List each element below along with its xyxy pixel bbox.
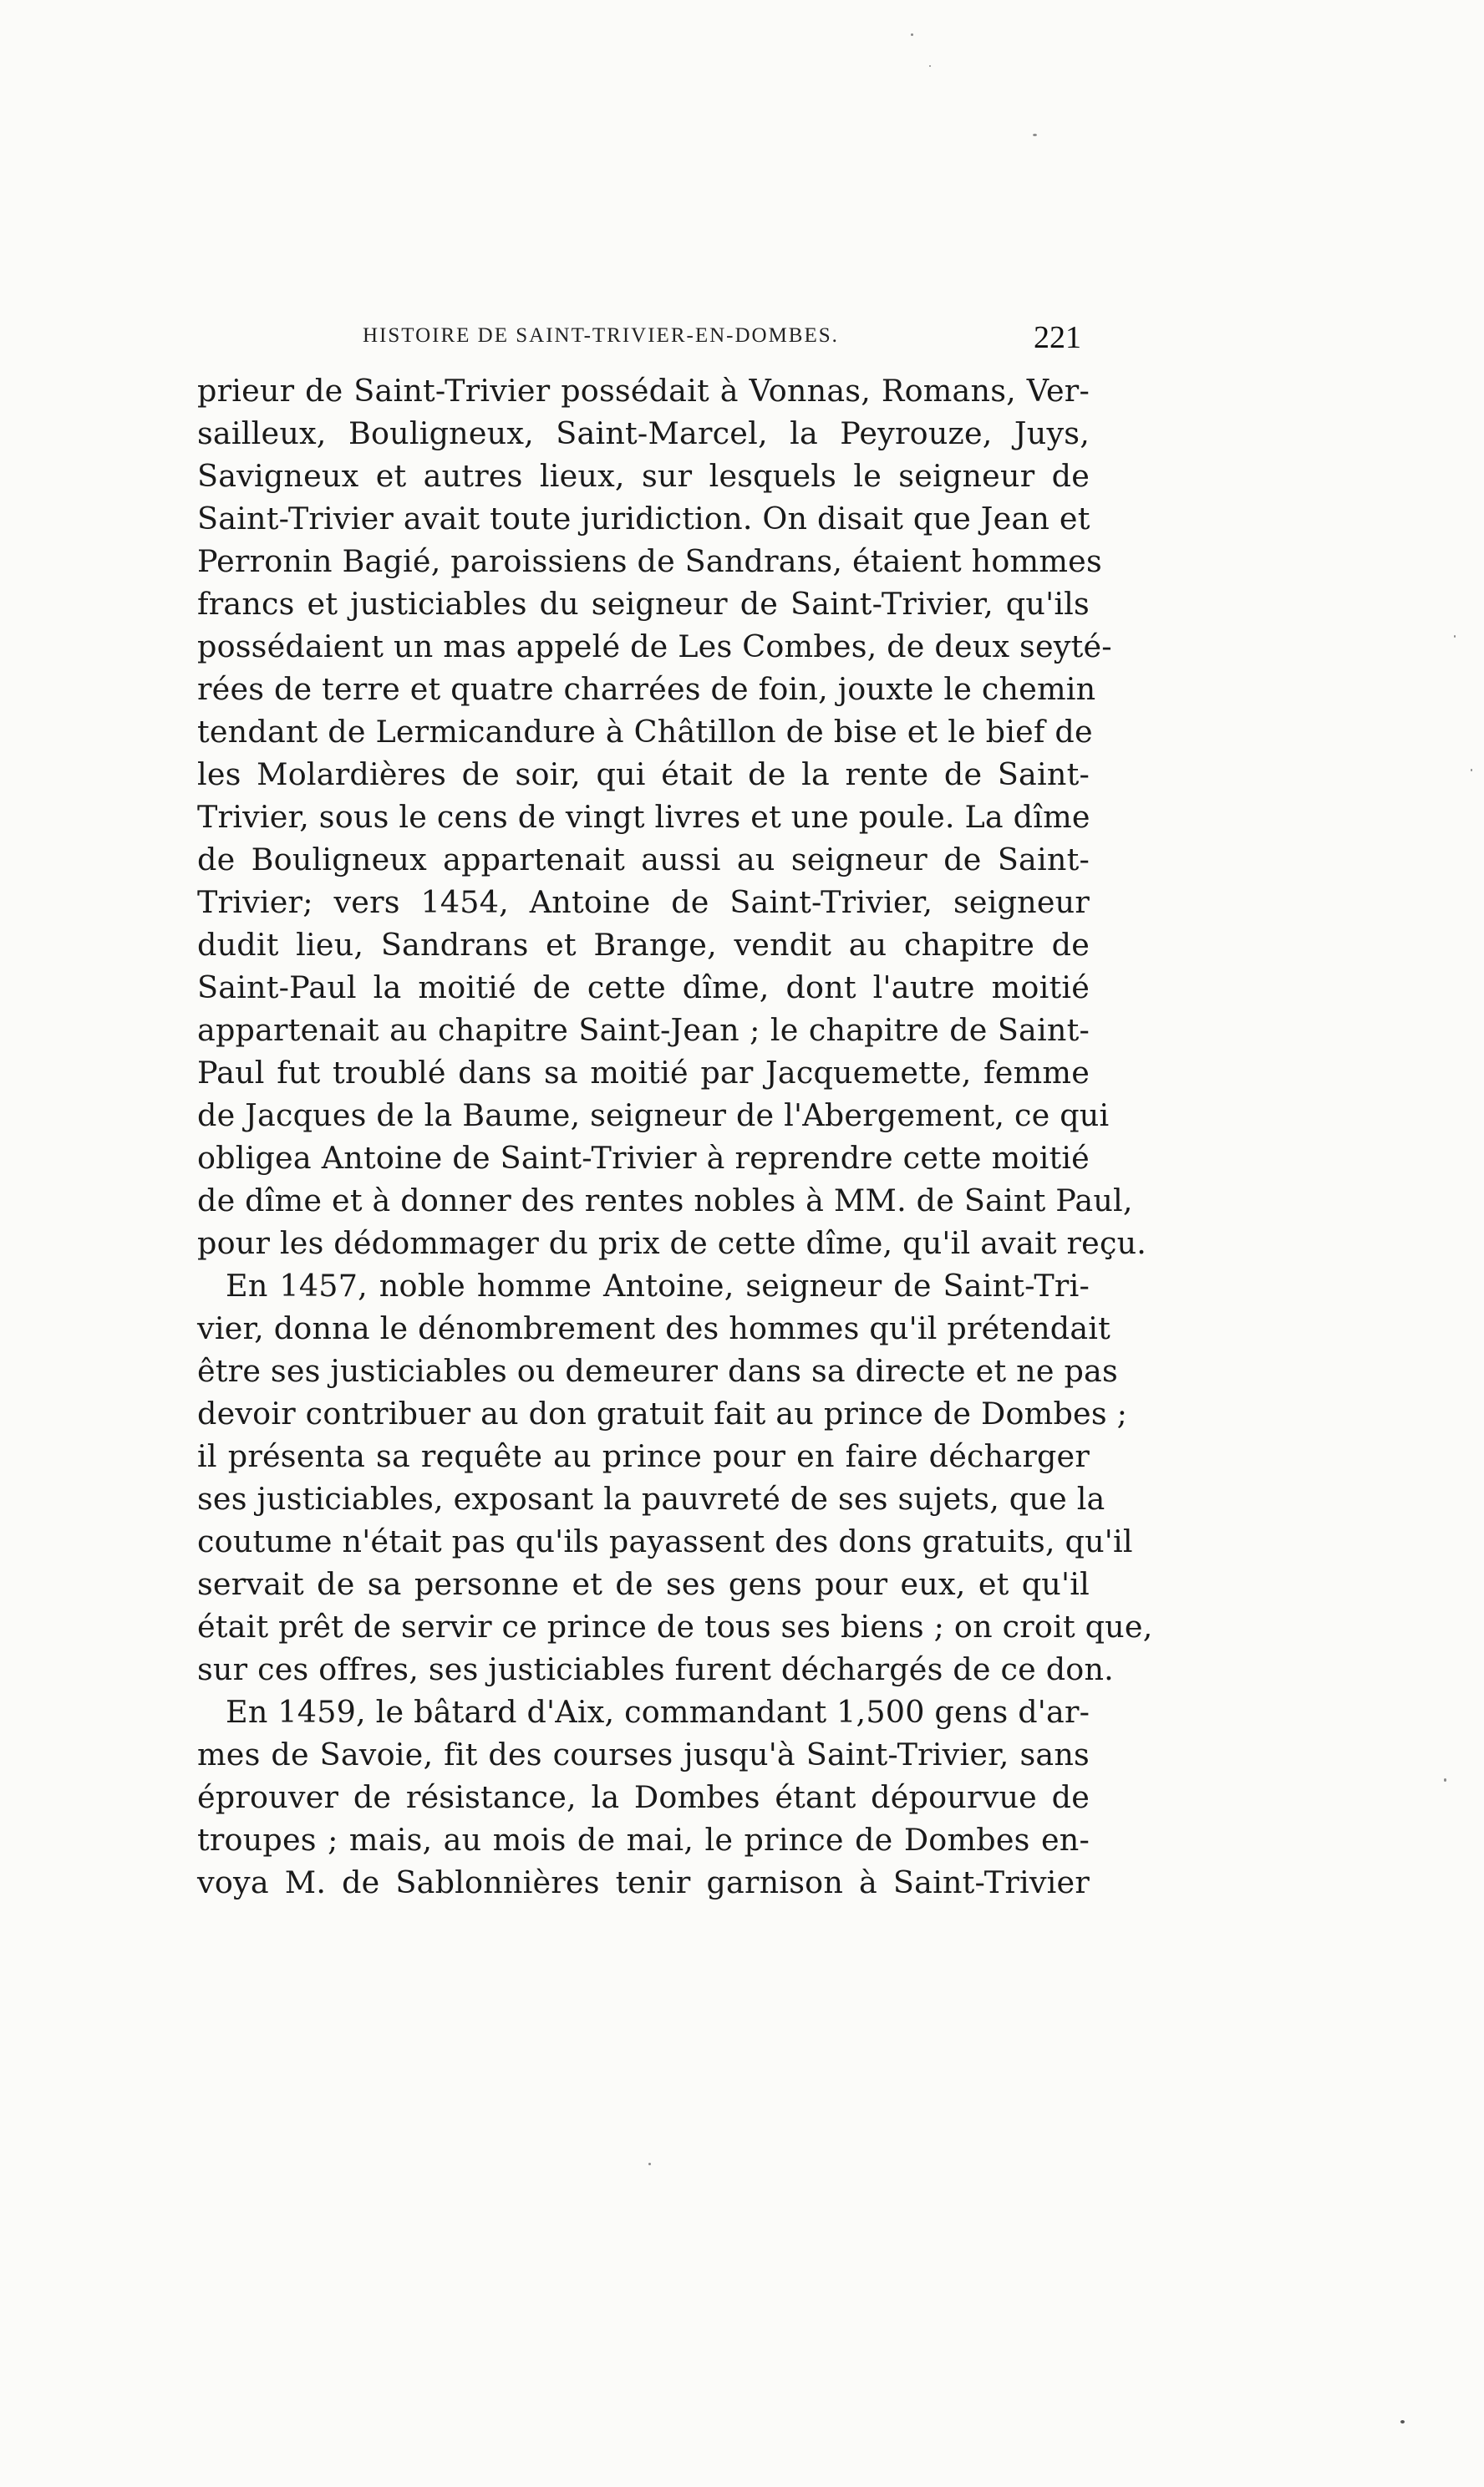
text-line: francs et justiciables du seigneur de Saint-Trivier, qu'ils — [197, 586, 1090, 622]
text-line: servait de sa personne et de ses gens pour eux, et qu'il — [197, 1566, 1090, 1602]
text-line: appartenait au chapitre Saint-Jean ; le chapitre de Saint- — [197, 1012, 1090, 1048]
scan-speck — [1033, 134, 1037, 136]
running-head — [363, 319, 1081, 356]
text-line: il présenta sa requête au prince pour en faire décharger — [197, 1438, 1090, 1474]
text-line: Savigneux et autres lieux, sur lesquels le seigneur de — [197, 458, 1090, 494]
text-line: les Molardières de soir, qui était de la rente de Saint- — [197, 756, 1090, 792]
scan-speck — [1471, 769, 1472, 771]
text-line: possédaient un mas appelé de Les Combes, de deux seyté- — [197, 628, 1112, 664]
text-line: être ses justiciables ou demeurer dans sa directe et ne pas — [197, 1353, 1118, 1389]
text-line: troupes ; mais, au mois de mai, le prince de Dombes en- — [197, 1822, 1090, 1858]
running-title: HISTOIRE DE SAINT-TRIVIER-EN-DOMBES. — [363, 324, 839, 347]
scan-speck — [1454, 635, 1456, 638]
text-line: devoir contribuer au don gratuit fait au prince de Dombes ; — [197, 1396, 1128, 1432]
text-line: Perronin Bagié, paroissiens de Sandrans, étaient hommes — [197, 543, 1102, 579]
page-number: 221 — [1034, 320, 1081, 355]
text-line: Saint-Paul la moitié de cette dîme, dont l'autre moitié — [197, 969, 1090, 1005]
text-line: était prêt de servir ce prince de tous ses biens ; on croit que, — [197, 1609, 1153, 1645]
scan-speck — [648, 2163, 651, 2165]
scan-speck — [1444, 1778, 1446, 1782]
text-line: sailleux, Bouligneux, Saint-Marcel, la Peyrouze, Juys, — [197, 415, 1090, 451]
text-line: En 1457, noble homme Antoine, seigneur de Saint-Tri- — [226, 1268, 1090, 1304]
text-line: éprouver de résistance, la Dombes étant dépourvue de — [197, 1779, 1090, 1815]
scan-speck — [929, 65, 931, 67]
text-line: obligea Antoine de Saint-Trivier à reprendre cette moitié — [197, 1140, 1090, 1176]
text-line: tendant de Lermicandure à Châtillon de bise et le bief de — [197, 714, 1093, 750]
text-line: de Bouligneux appartenait aussi au seigneur de Saint- — [197, 842, 1090, 877]
text-line: Trivier; vers 1454, Antoine de Saint-Trivier, seigneur — [197, 884, 1090, 920]
scan-speck — [911, 33, 913, 36]
text-line: prieur de Saint-Trivier possédait à Vonnas, Romans, Ver- — [197, 373, 1090, 409]
text-line: voya M. de Sablonnières tenir garnison à Saint-Trivier — [197, 1864, 1090, 1900]
scan-speck — [1400, 2420, 1405, 2423]
text-line: Paul fut troublé dans sa moitié par Jacquemette, femme — [197, 1055, 1090, 1091]
text-line: rées de terre et quatre charrées de foin, jouxte le chemin — [197, 671, 1096, 707]
text-line: vier, donna le dénombrement des hommes qu'il prétendait — [197, 1310, 1111, 1346]
text-line: Saint-Trivier avait toute juridiction. On disait que Jean et — [197, 501, 1090, 537]
text-line: de Jacques de la Baume, seigneur de l'Abergement, ce qui — [197, 1097, 1110, 1133]
text-line: mes de Savoie, fit des courses jusqu'à Saint-Trivier, sans — [197, 1737, 1090, 1772]
text-line: ses justiciables, exposant la pauvreté de ses sujets, que la — [197, 1481, 1105, 1517]
body-text — [197, 369, 1153, 1904]
text-line: pour les dédommager du prix de cette dîme, qu'il avait reçu. — [197, 1225, 1147, 1261]
text-line: sur ces offres, ses justiciables furent déchargés de ce don. — [197, 1651, 1114, 1687]
text-line: Trivier, sous le cens de vingt livres et une poule. La dîme — [197, 799, 1090, 835]
text-line: coutume n'était pas qu'ils payassent des dons gratuits, qu'il — [197, 1523, 1133, 1559]
text-line: En 1459, le bâtard d'Aix, commandant 1,500 gens d'ar- — [226, 1694, 1090, 1730]
text-line: dudit lieu, Sandrans et Brange, vendit au chapitre de — [197, 927, 1090, 963]
text-line: de dîme et à donner des rentes nobles à MM. de Saint Paul, — [197, 1182, 1133, 1218]
